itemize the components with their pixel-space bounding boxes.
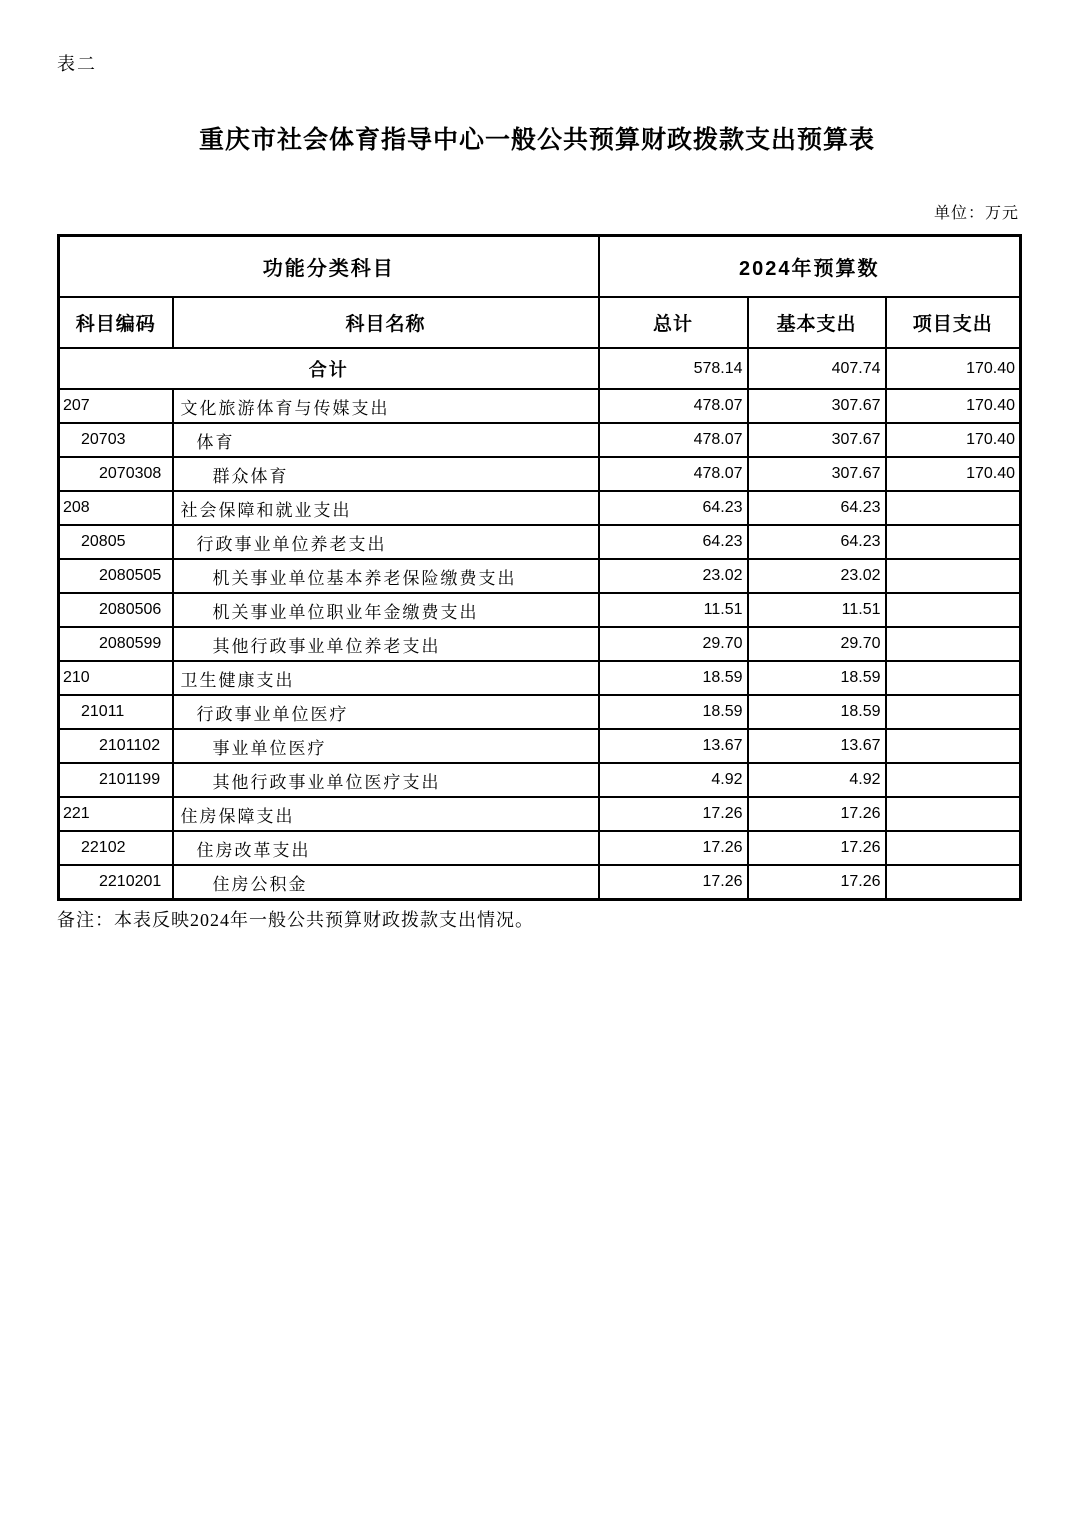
unit-label: 单位：万元: [933, 205, 1019, 222]
cell-project-expenditure: [886, 729, 1021, 763]
cell-subject-name: 事业单位医疗: [173, 729, 599, 763]
cell-project-expenditure: [886, 763, 1021, 797]
cell-basic-expenditure: 29.70: [748, 627, 886, 661]
grand-total-label: 合计: [59, 348, 599, 389]
cell-subject-code: 2080505: [59, 559, 173, 593]
table-row: [59, 797, 1021, 831]
col-header-total: 总计: [599, 297, 748, 348]
cell-subject-name: 其他行政事业单位养老支出: [173, 627, 599, 661]
cell-total: 478.07: [599, 389, 748, 423]
cell-subject-code: 207: [59, 389, 173, 423]
table-row: [59, 457, 1021, 491]
cell-subject-code: 2070308: [59, 457, 173, 491]
table-row: [59, 865, 1021, 900]
cell-project-expenditure: [886, 491, 1021, 525]
cell-subject-code: 22102: [59, 831, 173, 865]
col-header-project-expenditure: 项目支出: [886, 297, 1021, 348]
cell-basic-expenditure: 11.51: [748, 593, 886, 627]
table-row: [59, 423, 1021, 457]
cell-total: 23.02: [599, 559, 748, 593]
cell-project-expenditure: 170.40: [886, 423, 1021, 457]
cell-subject-code: 2210201: [59, 865, 173, 900]
cell-total: 11.51: [599, 593, 748, 627]
cell-basic-expenditure: 64.23: [748, 491, 886, 525]
col-header-subject-code: 科目编码: [59, 297, 173, 348]
cell-subject-name: 体育: [173, 423, 599, 457]
cell-subject-name: 群众体育: [173, 457, 599, 491]
table-row: [59, 695, 1021, 729]
cell-basic-expenditure: 307.67: [748, 457, 886, 491]
cell-total: 17.26: [599, 831, 748, 865]
header-budget-2024: 2024年预算数: [599, 236, 1021, 298]
cell-project-expenditure: [886, 661, 1021, 695]
cell-total: 478.07: [599, 423, 748, 457]
cell-subject-name: 住房公积金: [173, 865, 599, 900]
cell-subject-code: 2101102: [59, 729, 173, 763]
cell-project-expenditure: 170.40: [886, 389, 1021, 423]
cell-basic-expenditure: 64.23: [748, 525, 886, 559]
cell-basic-expenditure: 18.59: [748, 695, 886, 729]
cell-project-expenditure: [886, 627, 1021, 661]
budget-table: [57, 234, 1022, 901]
cell-basic-expenditure: 17.26: [748, 831, 886, 865]
cell-subject-code: 21011: [59, 695, 173, 729]
grand-total-basic: 407.74: [748, 348, 886, 389]
footnote: 备注：本表反映2024年一般公共预算财政拨款支出情况。: [57, 910, 534, 930]
cell-subject-code: 2101199: [59, 763, 173, 797]
cell-subject-code: 20703: [59, 423, 173, 457]
cell-subject-name: 卫生健康支出: [173, 661, 599, 695]
cell-subject-name: 住房改革支出: [173, 831, 599, 865]
cell-project-expenditure: [886, 525, 1021, 559]
cell-basic-expenditure: 307.67: [748, 423, 886, 457]
grand-total-project: 170.40: [886, 348, 1021, 389]
table-row: [59, 763, 1021, 797]
cell-subject-name: 其他行政事业单位医疗支出: [173, 763, 599, 797]
table-row: [59, 525, 1021, 559]
cell-total: 4.92: [599, 763, 748, 797]
cell-total: 13.67: [599, 729, 748, 763]
cell-subject-name: 机关事业单位基本养老保险缴费支出: [173, 559, 599, 593]
cell-project-expenditure: [886, 593, 1021, 627]
cell-basic-expenditure: 23.02: [748, 559, 886, 593]
cell-basic-expenditure: 307.67: [748, 389, 886, 423]
header-group-row: [59, 236, 1021, 298]
table-row: [59, 729, 1021, 763]
cell-total: 64.23: [599, 525, 748, 559]
cell-project-expenditure: [886, 865, 1021, 900]
cell-subject-name: 行政事业单位养老支出: [173, 525, 599, 559]
table-row: [59, 593, 1021, 627]
cell-project-expenditure: [886, 831, 1021, 865]
cell-project-expenditure: [886, 695, 1021, 729]
cell-total: 64.23: [599, 491, 748, 525]
cell-project-expenditure: 170.40: [886, 457, 1021, 491]
cell-total: 18.59: [599, 661, 748, 695]
grand-total-row: [59, 348, 1021, 389]
cell-subject-code: 210: [59, 661, 173, 695]
grand-total-total: 578.14: [599, 348, 748, 389]
col-header-subject-name: 科目名称: [173, 297, 599, 348]
table-row: [59, 559, 1021, 593]
cell-total: 478.07: [599, 457, 748, 491]
cell-basic-expenditure: 4.92: [748, 763, 886, 797]
cell-subject-name: 行政事业单位医疗: [173, 695, 599, 729]
table-header: [59, 236, 1021, 349]
cell-total: 29.70: [599, 627, 748, 661]
cell-project-expenditure: [886, 559, 1021, 593]
header-columns-row: [59, 297, 1021, 348]
cell-subject-name: 住房保障支出: [173, 797, 599, 831]
cell-subject-code: 2080599: [59, 627, 173, 661]
cell-subject-code: 221: [59, 797, 173, 831]
col-header-basic-expenditure: 基本支出: [748, 297, 886, 348]
cell-subject-code: 208: [59, 491, 173, 525]
table-row: [59, 661, 1021, 695]
cell-total: 17.26: [599, 797, 748, 831]
cell-basic-expenditure: 13.67: [748, 729, 886, 763]
cell-project-expenditure: [886, 797, 1021, 831]
cell-basic-expenditure: 17.26: [748, 865, 886, 900]
cell-subject-name: 社会保障和就业支出: [173, 491, 599, 525]
table-number-label: 表二: [57, 54, 97, 74]
cell-total: 17.26: [599, 865, 748, 900]
table-body: [59, 348, 1021, 900]
cell-basic-expenditure: 17.26: [748, 797, 886, 831]
table-row: [59, 389, 1021, 423]
cell-subject-code: 20805: [59, 525, 173, 559]
table-row: [59, 491, 1021, 525]
cell-total: 18.59: [599, 695, 748, 729]
cell-subject-name: 机关事业单位职业年金缴费支出: [173, 593, 599, 627]
cell-subject-name: 文化旅游体育与传媒支出: [173, 389, 599, 423]
table-row: [59, 831, 1021, 865]
page-title: 重庆市社会体育指导中心一般公共预算财政拨款支出预算表: [198, 127, 875, 154]
cell-subject-code: 2080506: [59, 593, 173, 627]
header-function-classification: 功能分类科目: [59, 236, 599, 298]
cell-basic-expenditure: 18.59: [748, 661, 886, 695]
table-row: [59, 627, 1021, 661]
